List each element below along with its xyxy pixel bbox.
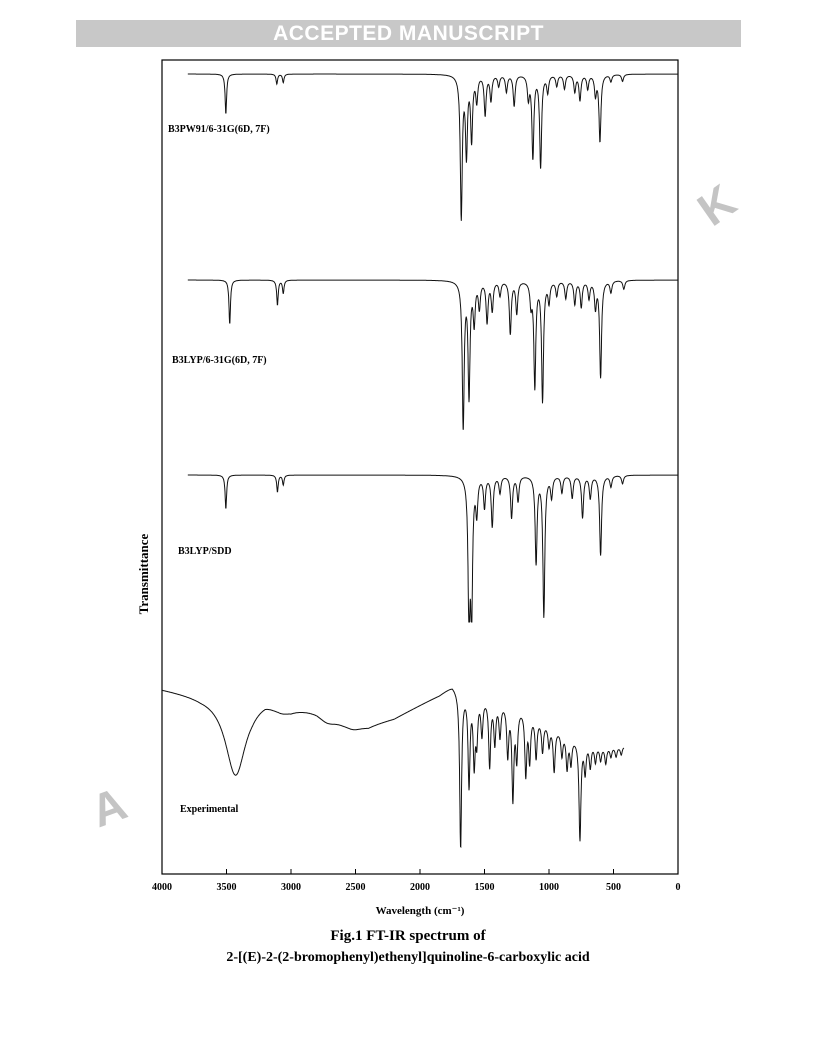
x-tick-label: 2500 <box>345 882 366 893</box>
plot-frame <box>162 60 678 874</box>
x-tick-label: 3000 <box>281 882 301 893</box>
series-label-b3lyp-631g: B3LYP/6-31G(6D, 7F) <box>172 355 267 366</box>
x-tick-label: 1000 <box>539 882 559 893</box>
spectrum-traces <box>162 74 678 847</box>
x-tick-label: 3500 <box>216 882 237 893</box>
series-label-b3pw91: B3PW91/6-31G(6D, 7F) <box>168 124 270 135</box>
watermark-fragment-right: K <box>688 174 746 236</box>
figure-caption-subtitle: 2-[(E)-2-(2-bromophenyl)ethenyl]quinoline-6-carboxylic acid <box>226 950 590 965</box>
y-axis-label: Transmittance <box>136 533 151 615</box>
series-label-experimental: Experimental <box>180 804 239 815</box>
x-tick-label: 0 <box>675 882 681 893</box>
x-axis-ticks <box>152 869 681 893</box>
series-label-b3lyp-sdd: B3LYP/SDD <box>178 546 232 557</box>
x-tick-label: 4000 <box>152 882 172 893</box>
x-tick-label: 1500 <box>474 882 495 893</box>
spectrum-line-3 <box>188 475 678 622</box>
x-tick-label: 2000 <box>410 882 430 893</box>
figure-caption-title: Fig.1 FT-IR spectrum of <box>330 928 486 944</box>
watermark-fragment-left: A <box>84 776 134 838</box>
accepted-manuscript-banner: ACCEPTED MANUSCRIPT <box>76 20 741 47</box>
spectrum-line-4 <box>162 689 624 847</box>
x-axis-label: Wavelength (cm⁻¹) <box>375 905 465 917</box>
x-tick-label: 500 <box>606 882 621 893</box>
spectrum-line-1 <box>188 74 678 221</box>
